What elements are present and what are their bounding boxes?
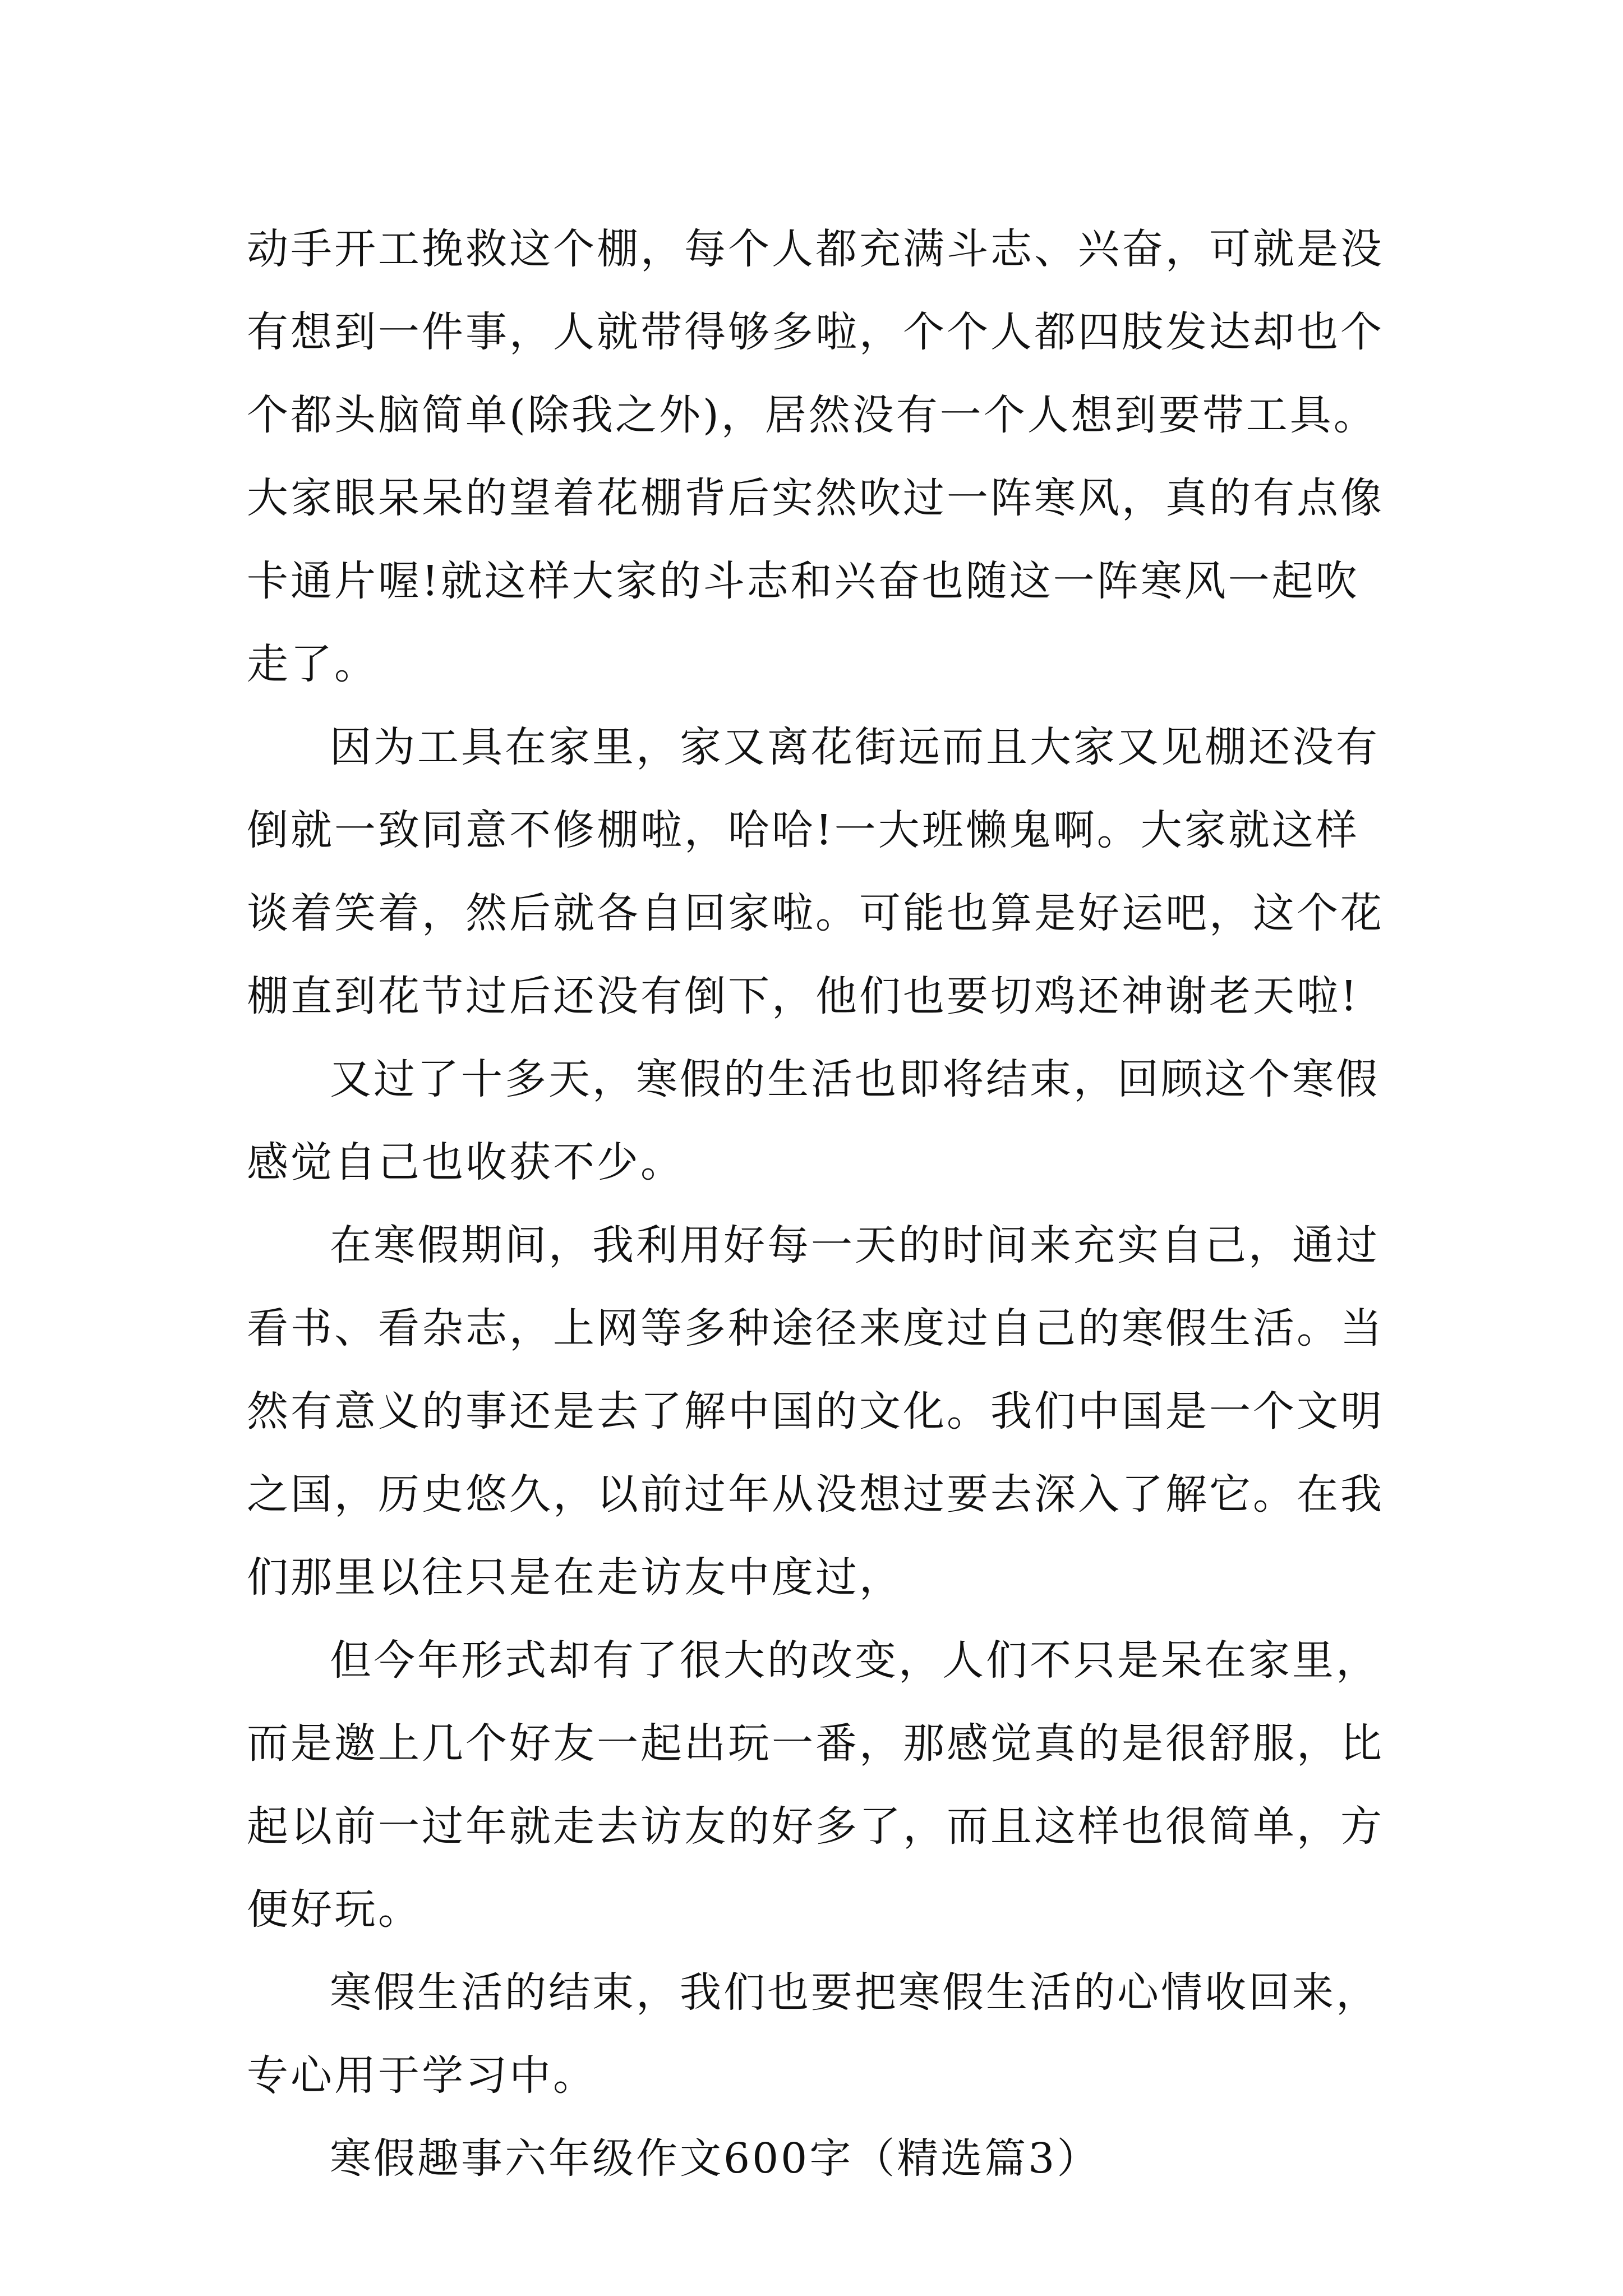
paragraph-first-line: 在寒假期间，我利用好每一天的时间来充实自己，通过 <box>330 1221 1380 1269</box>
text-line: 然有意义的事还是去了解中国的文化。我们中国是一个文明 <box>247 1387 1384 1435</box>
text-line: 便好玩。 <box>247 1885 422 1934</box>
text-line: 谈着笑着，然后就各自回家啦。可能也算是好运吧，这个花 <box>247 889 1384 937</box>
text-line: 走了。 <box>247 640 378 688</box>
body-text <box>247 208 1402 2200</box>
paragraph-first-line: 又过了十多天，寒假的生活也即将结束，回顾这个寒假 <box>330 1055 1380 1103</box>
paragraph-first-line: 但今年形式却有了很大的改变，人们不只是呆在家里， <box>330 1636 1380 1685</box>
text-line: 感觉自己也收获不少。 <box>247 1138 684 1186</box>
text-line: 卡通片喔!就这样大家的斗志和兴奋也随这一阵寒风一起吹 <box>247 557 1359 605</box>
text-line: 大家眼呆呆的望着花棚背后实然吹过一阵寒风，真的有点像 <box>247 474 1384 522</box>
text-line: 们那里以往只是在走访友中度过， <box>247 1553 903 1602</box>
text-line: 动手开工挽救这个棚，每个人都充满斗志、兴奋，可就是没 <box>247 225 1384 273</box>
text-line: 棚直到花节过后还没有倒下，他们也要切鸡还神谢老天啦! <box>247 972 1359 1020</box>
text-line: 看书、看杂志，上网等多种途径来度过自己的寒假生活。当 <box>247 1304 1384 1352</box>
text-line: 个都头脑简单(除我之外)，居然没有一个人想到要带工具。 <box>247 391 1377 439</box>
text-line: 有想到一件事，人就带得够多啦，个个人都四肢发达却也个 <box>247 308 1384 356</box>
text-line: 而是邀上几个好友一起出玩一番，那感觉真的是很舒服，比 <box>247 1719 1384 1768</box>
paragraph-first-line: 因为工具在家里，家又离花街远而且大家又见棚还没有 <box>330 723 1380 771</box>
text-line: 之国，历史悠久，以前过年从没想过要去深入了解它。在我 <box>247 1470 1384 1519</box>
text-line: 倒就一致同意不修棚啦，哈哈!一大班懒鬼啊。大家就这样 <box>247 806 1359 854</box>
paragraph-first-line: 寒假生活的结束，我们也要把寒假生活的心情收回来， <box>330 1968 1380 2017</box>
text-line: 起以前一过年就走去访友的好多了，而且这样也很简单，方 <box>247 1802 1384 1851</box>
text-line: 专心用于学习中。 <box>247 2051 597 2100</box>
section-heading: 寒假趣事六年级作文600字（精选篇3） <box>330 2134 1101 2183</box>
